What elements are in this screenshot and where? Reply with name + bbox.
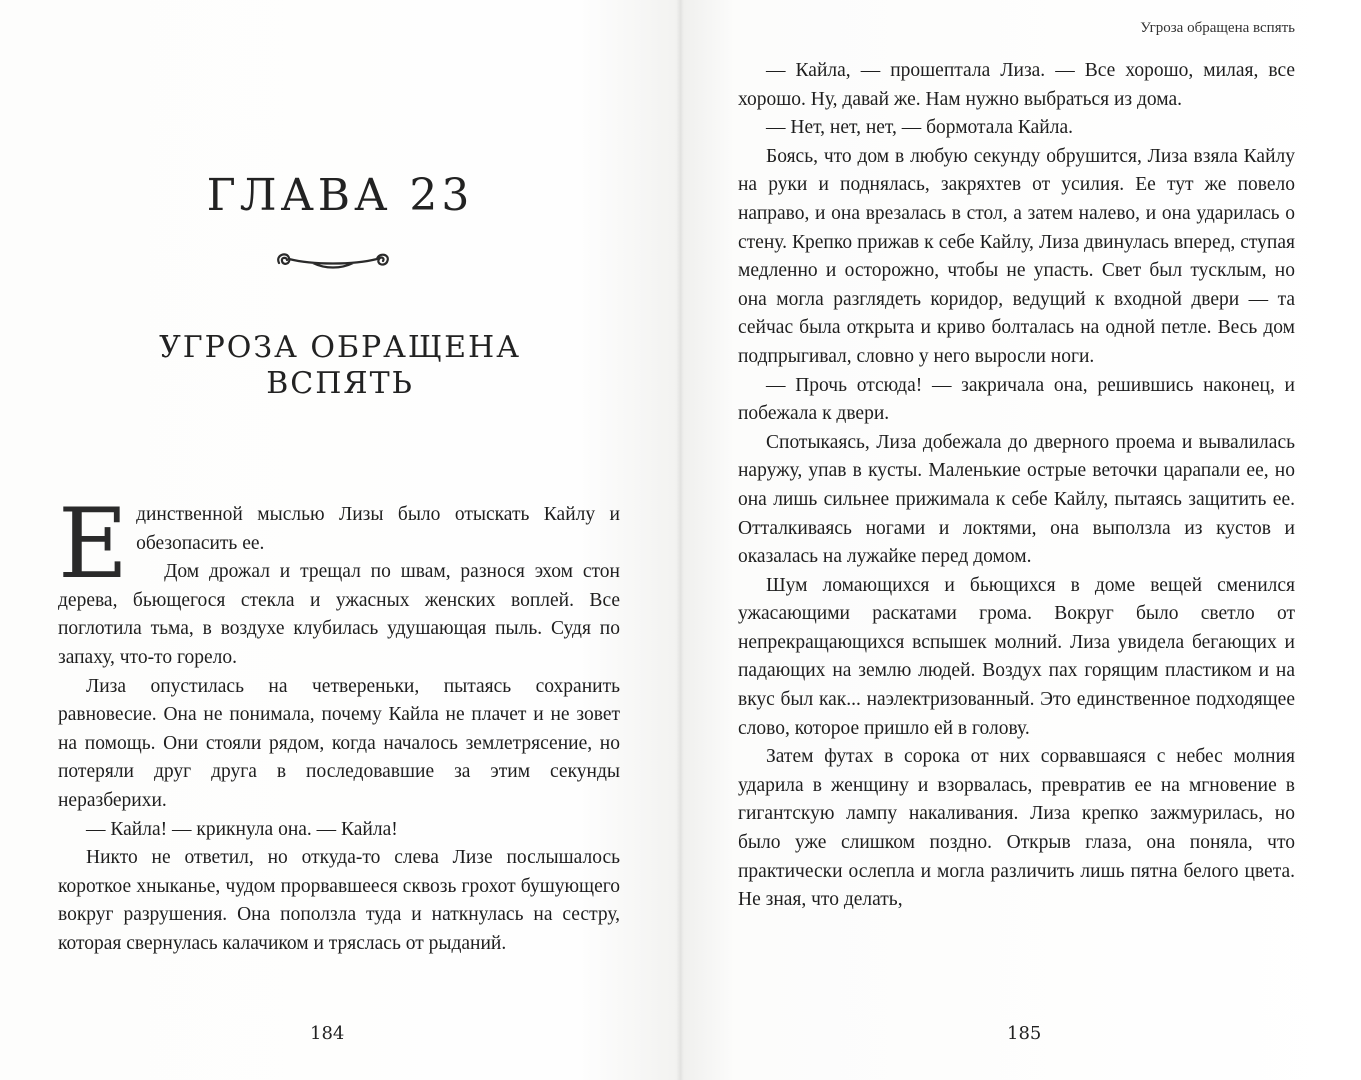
paragraph: — Кайла! — крикнула она. — Кайла! xyxy=(86,818,398,840)
flourish-ornament-icon xyxy=(273,245,393,273)
chapter-title: ГЛАВА 23 xyxy=(206,170,474,221)
page-number-left: 184 xyxy=(310,1023,345,1044)
paragraph: Спотыкаясь, Лиза добежала до дверного проема и вывалилась наружу, упав в кусты. Маленькие острые веточки царапали ее, но она лишь сильнее прижимала к себе Кайлу, пытаясь защитить ее. Отталкиваясь ногами и локтями, она выползла из кустов и оказалась на лужайке перед домом. xyxy=(738,431,1295,568)
paragraph: Боясь, что дом в любую секунду обрушится, Лиза взяла Кайлу на руки и поднялась, закряхтев от усилия. Ее тут же повело направо, и она врезалась в стол, а затем налево, и она ударилась о стену. Крепко прижав к себе Кайлу, Лиза двинулась вперед, ступая медленно и осторожно, чтобы не упасть. Свет был тусклым, но она могла разглядеть коридор, ведущий к входной двери — та сейчас была открыта и криво болталась на одной петле. Весь дом подпрыгивал, словно у него выросли ноги. xyxy=(738,145,1295,367)
right-body-text xyxy=(738,57,1295,915)
paragraph-text: динственной мыслью Лизы было отыскать Кайлу и обезопасить ее. xyxy=(136,504,620,554)
book-gutter xyxy=(676,0,684,1080)
paragraph: Шум ломающихся и бьющихся в доме вещей сменился ужасающими раскатами грома. Вокруг было светло от непрекращающихся вспышек молний. Лиза увидела бегающих и падающих на землю людей. Воздух пах горящим пластиком и на вкус был как... наэлектризованный. Это единственное подходящее слово, которое пришло ей в голову. xyxy=(738,574,1295,739)
paragraph: Затем футах в сорока от них сорвавшаяся с небес молния ударила в женщину и взорвалась, превратив ее на мгновение в гигантскую лампу накаливания. Лиза крепко зажмурилась, но было уже слишком поздно. Открыв глаза, она поняла, что практически ослепла и могла различить лишь пятна белого цвета. Не зная, что делать, xyxy=(738,746,1295,911)
paragraph: Никто не ответил, но откуда-то слева Лизе послышалось короткое хныканье, чудом прорвавшееся сквозь грохот бушующего вокруг разрушения. Она поползла туда и наткнулась на сестру, которая свернулась калачиком и тряслась от рыданий. xyxy=(58,847,620,954)
paragraph: — Прочь отсюда! — закричала она, решившись наконец, и побежала к двери. xyxy=(738,374,1295,425)
page-number-right: 185 xyxy=(1007,1023,1042,1044)
paragraph: Лиза опустилась на четвереньки, пытаясь сохранить равновесие. Она не понимала, почему Кайла не плачет и не зовет на помощь. Они стояли рядом, когда началось землетрясение, но потеряли друг друга в последовавшие за этим секунды неразберихи. xyxy=(58,675,620,811)
paragraph: — Нет, нет, нет, — бормотала Кайла. xyxy=(766,117,1073,139)
left-body-text xyxy=(58,488,620,959)
running-header: Угроза обращена вспять xyxy=(1140,20,1295,36)
paragraph xyxy=(58,488,620,600)
paragraph: — Кайла, — прошептала Лиза. — Все хорошо, милая, все хорошо. Ну, давай же. Нам нужно выбраться из дома. xyxy=(738,60,1295,110)
drop-cap: Е xyxy=(58,488,129,600)
chapter-subtitle-line2: ВСПЯТЬ xyxy=(266,366,414,401)
chapter-subtitle-line1: УГРОЗА ОБРАЩЕНА xyxy=(159,330,521,365)
chapter-subtitle xyxy=(0,330,680,402)
left-page xyxy=(0,0,680,1080)
paragraph: Дом дрожал и трещал по швам, разнося эхом стон дерева, бьющегося стекла и ужасных женских воплей. Все поглотила тьма, в воздухе клубилась удушающая пыль. Судя по запаху, что-то горело. xyxy=(58,561,620,668)
